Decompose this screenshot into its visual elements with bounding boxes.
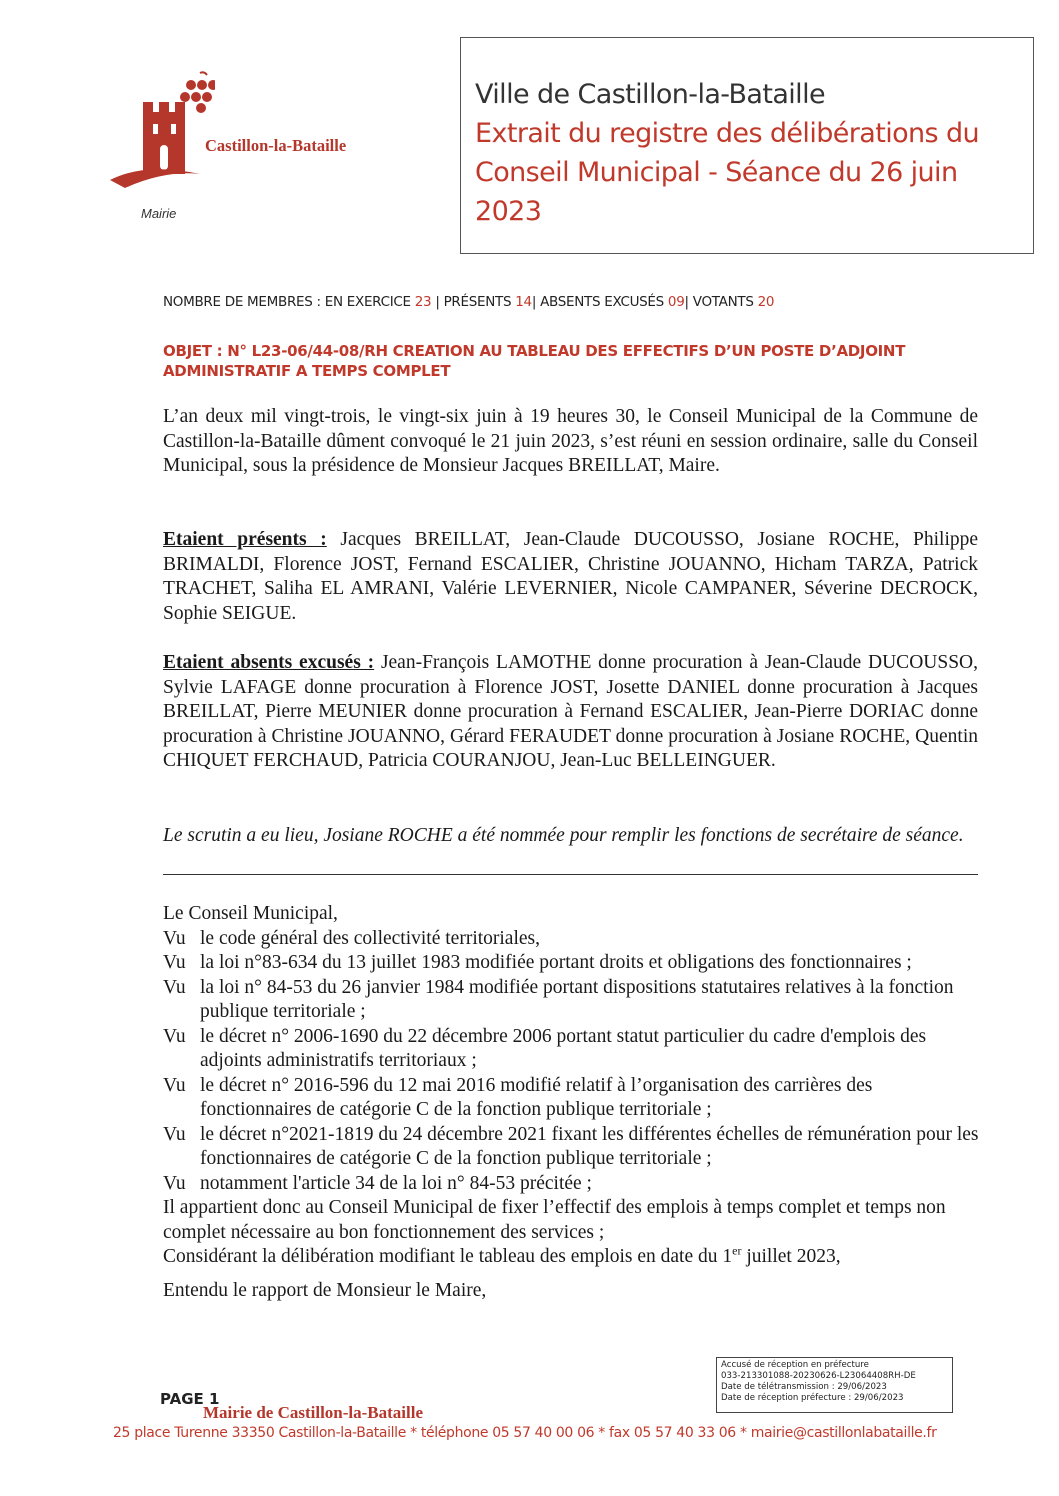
vu-label: Vu — [163, 976, 186, 998]
value-exercice: 23 — [414, 294, 432, 310]
vu-label: Vu — [163, 1172, 186, 1194]
deliberation-object: OBJET : N° L23-06/44-08/RH CREATION AU TABLEAU DES EFFECTIFS D’UN POSTE D’ADJOINT ADMINISTRATIF A TEMPS COMPLET — [163, 342, 906, 380]
label-presents: | PRÉSENTS — [435, 294, 512, 310]
logo-subtitle: Mairie — [141, 206, 177, 221]
footer-address: 25 place Turenne 33350 Castillon-la-Bataille * téléphone 05 57 40 00 06 * fax 05 57 40 33 06 * mairie@castillonlabataille.fr — [113, 1425, 937, 1441]
members-count-line — [163, 294, 774, 310]
presents-paragraph — [163, 528, 978, 626]
castle-grapes-icon — [105, 70, 215, 200]
vu-text: le décret n° 2006-1690 du 22 décembre 2006 portant statut particulier du cadre d'emplois des adjoints administratifs territoriaux ; — [200, 1025, 927, 1071]
header-city: Ville de Castillon-la-Bataille — [475, 79, 825, 110]
absents-text: Jean-François LAMOTHE donne procuration à Jean-Claude DUCOUSSO, Sylvie LAFAGE donne procuration à Florence JOST, Josette DANIEL donne procuration à Jacques BREILLAT, Pierre MEUNIER donne procuration à Fernand ESCALIER, Jean-Pierre DORIAC donne procuration à Christine JOUANNO, Gérard FERAUDET donne procuration à Josiane ROCHE, Quentin CHIQUET FERCHAUD, Patricia COURANJOU, Jean-Luc BELLEINGUER. — [163, 652, 979, 771]
vu-item — [163, 927, 983, 952]
intro-paragraph: L’an deux mil vingt-trois, le vingt-six juin à 19 heures 30, le Conseil Municipal de la Commune de Castillon-la-Bataille dûment convoqué le 21 juin 2023, s’est réuni en session ordinaire, salle du Conseil Municipal, sous la présidence de Monsieur Jacques BREILLAT, Maire. — [163, 406, 978, 476]
footer-mairie: Mairie de Castillon-la-Bataille — [203, 1403, 424, 1422]
prefecture-receipt-stamp — [716, 1357, 953, 1413]
label-exercice: NOMBRE DE MEMBRES : EN EXERCICE — [163, 294, 411, 310]
vu-label: Vu — [163, 1123, 186, 1145]
vu-item — [163, 976, 983, 1025]
vu-text: la loi n°83-634 du 13 juillet 1983 modifiée portant droits et obligations des fonctionnaires ; — [200, 952, 912, 973]
vu-item — [163, 951, 983, 976]
label-votants: | VOTANTS — [684, 294, 754, 310]
stamp-line: Date de télétransmission : 29/06/2023 — [721, 1382, 887, 1392]
vu-text: le code général des collectivité territoriales, — [200, 927, 541, 949]
vu-text: notamment l'article 34 de la loi n° 84-53 précitée ; — [200, 1172, 592, 1194]
stamp-line: Date de réception préfecture : 29/06/2023 — [721, 1393, 904, 1403]
logo-town-name: Castillon-la-Bataille — [205, 136, 347, 155]
absents-label: Etaient absents excusés : — [163, 652, 375, 673]
stamp-line: Accusé de réception en préfecture — [721, 1360, 869, 1370]
presents-text: Jacques BREILLAT, Jean-Claude DUCOUSSO, Josiane ROCHE, Philippe BRIMALDI, Florence JOST, Fernand ESCALIER, Christine JOUANNO, Hicham TARZA, Patrick TRACHET, Saliha EL AMRANI, Valérie LEVERNIER, Nicole CAMPANER, Séverine DECROCK, Sophie SEIGUE. — [163, 529, 979, 624]
header-title: Extrait du registre des délibérations du Conseil Municipal - Séance du 26 juin 2023 — [475, 118, 980, 227]
vu-item — [163, 1025, 983, 1074]
value-presents: 14 — [515, 294, 532, 310]
vu-label: Vu — [163, 927, 186, 949]
page-number: PAGE 1 — [160, 1390, 220, 1408]
considerant-after: juillet 2023, — [741, 1246, 841, 1267]
vu-item — [163, 1123, 983, 1172]
vu-item — [163, 1172, 983, 1197]
considerant-sup: er — [732, 1243, 742, 1258]
vu-item — [163, 1074, 983, 1123]
considerant-before: Considérant la délibération modifiant le tableau des emplois en date du 1 — [163, 1246, 733, 1267]
absents-paragraph — [163, 651, 978, 774]
town-logo — [105, 70, 425, 230]
appartient-line: Il appartient donc au Conseil Municipal de fixer l’effectif des emplois à temps complet et temps non complet nécessaire au bon fonctionnement des services ; — [163, 1197, 946, 1243]
vu-text: la loi n° 84-53 du 26 janvier 1984 modifiée portant dispositions statutaires relatives à la fonction publique territoriale ; — [200, 976, 954, 1022]
vu-text: le décret n° 2016-596 du 12 mai 2016 modifié relatif à l’organisation des carrières des fonctionnaires de catégorie C de la fonction publique territoriale ; — [200, 1074, 873, 1120]
conseil-line: Le Conseil Municipal, — [163, 903, 338, 924]
value-votants: 20 — [757, 294, 775, 310]
label-absents: | ABSENTS EXCUSÉS — [531, 294, 664, 310]
vu-label: Vu — [163, 952, 186, 973]
vu-label: Vu — [163, 1025, 186, 1047]
vu-label: Vu — [163, 1074, 186, 1096]
scrutin-paragraph: Le scrutin a eu lieu, Josiane ROCHE a été nommée pour remplir les fonctions de secrétaire de séance. — [163, 825, 964, 846]
value-absents: 09 — [667, 294, 685, 310]
considerations-block — [163, 902, 983, 1303]
entendu-line: Entendu le rapport de Monsieur le Maire, — [163, 1279, 487, 1301]
section-divider — [163, 874, 978, 875]
header-box — [460, 37, 1034, 254]
presents-label: Etaient présents : — [163, 529, 327, 550]
considerant-line — [163, 1245, 983, 1270]
vu-text: le décret n°2021-1819 du 24 décembre 2021 fixant les différentes échelles de rémunération pour les fonctionnaires de catégorie C de la fonction publique territoriale ; — [200, 1123, 979, 1169]
stamp-line: 033-213301088-20230626-L23064408RH-DE — [721, 1371, 916, 1381]
